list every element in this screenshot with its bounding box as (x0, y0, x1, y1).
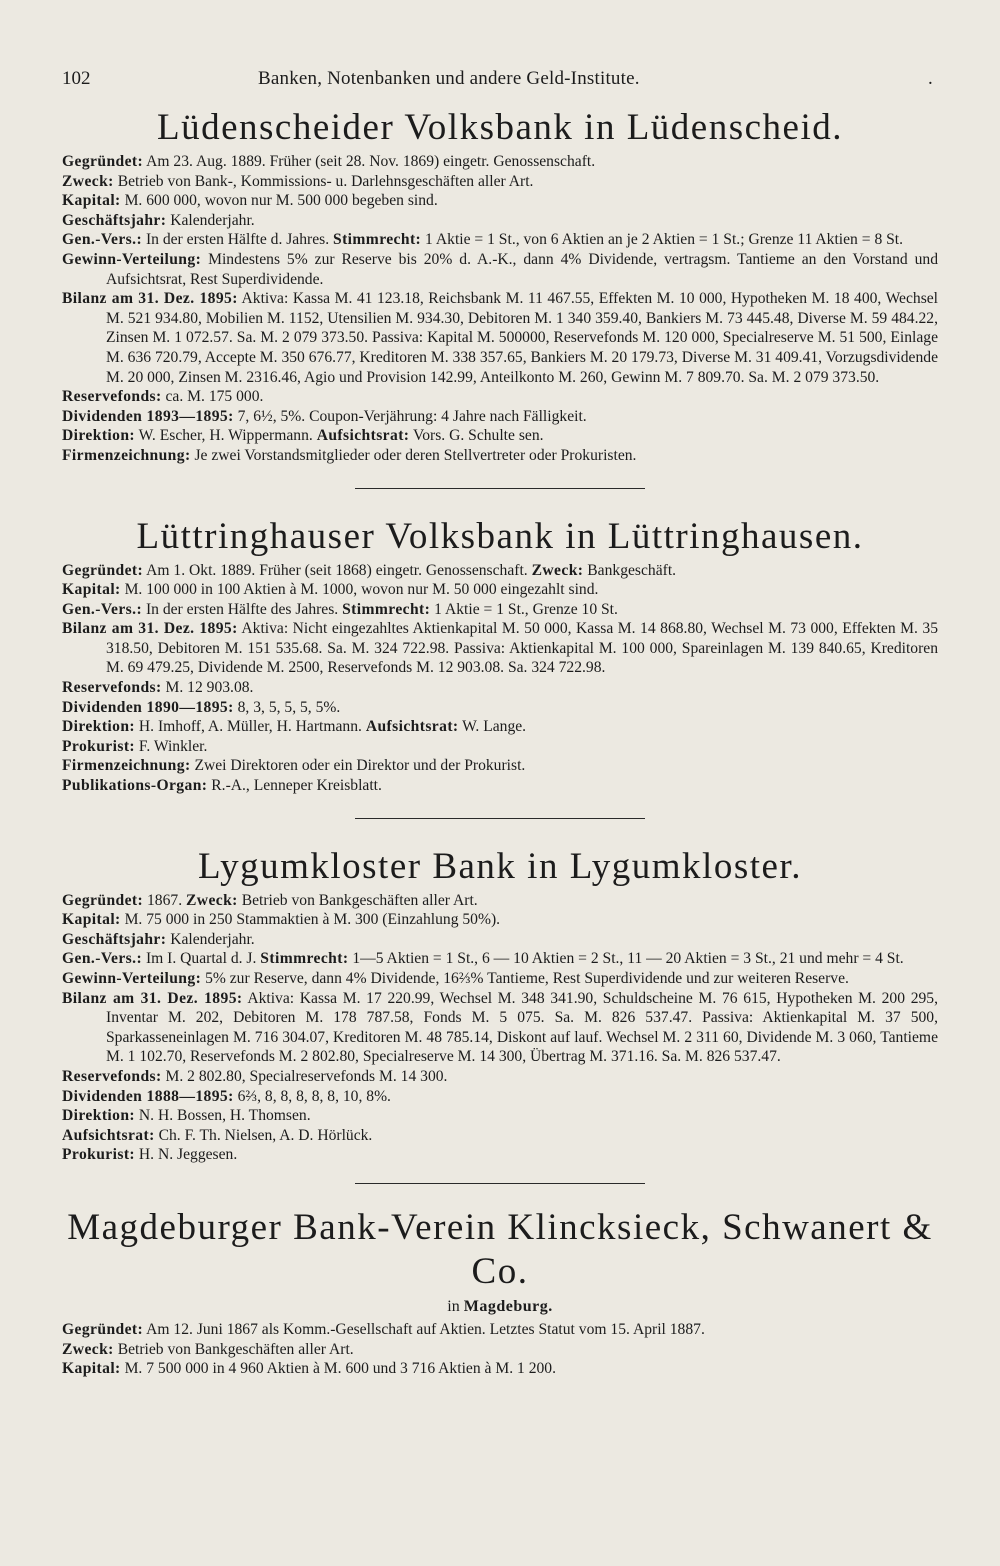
entry-text-2: 1 Aktie = 1 St., von 6 Aktien an je 2 Aktien = 1 St.; Grenze 11 Aktien = 8 St. (425, 231, 904, 249)
entry-label: Bilanz am 31. Dez. 1895: (62, 620, 238, 638)
section-title: Lüttringhauser Volksbank in Lüttringhausen. (136, 515, 864, 557)
section-divider (355, 488, 645, 489)
entry-label-2: Zweck: (186, 891, 238, 909)
entry-text: M. 12 903.08. (165, 679, 254, 697)
entry-text: H. N. Jeggesen. (138, 1146, 238, 1164)
entry-gegruendet (62, 561, 938, 581)
section-luettringhauser-volksbank (62, 515, 938, 796)
entry-label: Direktion: (62, 427, 136, 445)
entry-label: Direktion: (62, 718, 136, 736)
entry-label: Gegründet: (62, 561, 144, 579)
entry-label: Direktion: (62, 1107, 136, 1125)
entry-dividenden (62, 1087, 938, 1107)
entry-label: Geschäftsjahr: (62, 930, 167, 948)
entry-label: Bilanz am 31. Dez. 1895: (62, 989, 243, 1007)
entry-zweck (62, 1340, 938, 1360)
entry-reservefonds (62, 1067, 938, 1087)
entry-label: Reservefonds: (62, 679, 162, 697)
entry-text: Im I. Quartal d. J. (145, 950, 257, 968)
entry-text: 6⅔, 8, 8, 8, 8, 8, 10, 8%. (237, 1087, 391, 1105)
entry-text: M. 100 000 in 100 Aktien à M. 1000, wovon nur M. 50 000 eingezahlt sind. (124, 581, 599, 599)
entry-text: 5% zur Reserve, dann 4% Dividende, 16⅔% Tantieme, Rest Superdividende und zur weiteren Reserve. (205, 970, 849, 987)
entry-label: Prokurist: (62, 1146, 136, 1164)
entry-label: Dividenden 1890—1895: (62, 698, 234, 716)
entry-bilanz (62, 289, 938, 387)
section-lygumkloster-bank (62, 845, 938, 1165)
entry-reservefonds (62, 678, 938, 698)
entry-zweck (62, 172, 938, 192)
entry-text: M. 75 000 in 250 Stammaktien à M. 300 (Einzahlung 50%). (124, 911, 501, 929)
entry-text: Ch. F. Th. Nielsen, A. D. Hörlück. (158, 1126, 373, 1144)
entry-text: 1867. (147, 891, 183, 909)
section-title: Magdeburger Bank-Verein Klincksieck, Schwanert & Co. (67, 1206, 933, 1292)
entry-label: Publikations-Organ: (62, 777, 208, 795)
entry-label: Kapital: (62, 192, 121, 210)
entry-text: Am 23. Aug. 1889. Früher (seit 28. Nov. 1869) eingetr. Genossenschaft. (146, 153, 596, 170)
entry-text: Mindestens 5% zur Reserve bis 20% d. A.-K., dann 4% Dividende, vertragsm. Tantieme an den Vorstand und Aufsichtsrat, Rest Superdividende. (106, 250, 938, 288)
entry-publikations-organ (62, 776, 938, 796)
entry-direktion (62, 717, 938, 737)
entry-text: Aktiva: Nicht eingezahltes Aktienkapital M. 50 000, Kassa M. 14 868.80, Wechsel M. 73 000, Effekten M. 35 318.50, Debitoren M. 151 535.68. Sa. M. 324 722.98. Passiva: Aktienkapital M. 100 000, Spareinlagen M. 139 840.65, Kreditoren M. 69 479.25, Dividende M. 2500, Reservefonds M. 12 903.08. Sa. 324 722.98. (106, 620, 938, 677)
running-title: Banken, Notenbanken und andere Geld-Institute. (258, 68, 640, 89)
entry-text-2: 1—5 Aktien = 1 St., 6 — 10 Aktien = 2 St., 11 — 20 Aktien = 3 St., 21 und mehr = 4 St. (352, 950, 904, 968)
entry-label: Reservefonds: (62, 388, 162, 406)
entry-text-2: 1 Aktie = 1 St., Grenze 10 St. (434, 600, 618, 618)
entry-dividenden (62, 698, 938, 718)
entry-label: Gegründet: (62, 891, 144, 909)
entry-label: Aufsichtsrat: (62, 1126, 155, 1144)
entry-bilanz (62, 989, 938, 1067)
entry-text: 7, 6½, 5%. Coupon-Verjährung: 4 Jahre nach Fälligkeit. (237, 407, 587, 425)
entry-label: Gen.-Vers.: (62, 950, 143, 968)
entry-label: Kapital: (62, 1360, 121, 1378)
section-title: Lüdenscheider Volksbank in Lüdenscheid. (156, 107, 843, 148)
entry-text: M. 600 000, wovon nur M. 500 000 begeben sind. (124, 192, 438, 210)
entry-gen-vers (62, 600, 938, 620)
entry-kapital (62, 1359, 938, 1379)
section-divider (355, 1183, 645, 1184)
section-luedenscheider-volksbank (62, 106, 938, 466)
entry-label: Reservefonds: (62, 1067, 162, 1085)
entry-gewinn-verteilung (62, 250, 938, 289)
entry-label-2: Aufsichtsrat: (316, 427, 410, 445)
entry-label-2: Aufsichtsrat: (365, 718, 459, 736)
entry-label: Zweck: (62, 1340, 114, 1358)
entry-label-2: Zweck: (531, 561, 584, 579)
entry-dividenden (62, 407, 938, 427)
entry-firmenzeichnung (62, 756, 938, 776)
entry-text: Aktiva: Kassa M. 41 123.18, Reichsbank M. 11 467.55, Effekten M. 10 000, Hypotheken M. 18 400, Wechsel M. 521 934.80, Mobilien M. 1152, Utensilien M. 934.30, Debitoren M. 1 340 359.40, Bankiers M. 73 445.48, Diverse M. 59 484.22, Zinsen M. 1 072.57. Sa. M. 2 079 373.50. Passiva: Kapital M. 500000, Reservefonds M. 120 000, Specialreserve M. 51 500, Einlage M. 636 720.79, Accepte M. 350 676.77, Kreditoren M. 338 357.65, Bankiers M. 20 179.73, Diverse M. 31 409.41, Vorzugsdividende M. 20 000, Zinsen M. 2316.46, Agio und Provision 142.99, Anteilkonto M. 260, Gewinn M. 7 809.70. Sa. M. 2 079 373.50. (106, 290, 939, 386)
entry-label: Zweck: (62, 172, 114, 190)
entry-gegruendet (62, 152, 938, 172)
entry-label: Gen.-Vers.: (62, 231, 143, 249)
entry-gegruendet (62, 1320, 938, 1340)
entry-text: Je zwei Vorstandsmitglieder oder deren Stellvertreter oder Prokuristen. (194, 446, 637, 464)
subtitle-place: Magdeburg. (463, 1297, 553, 1315)
entry-kapital (62, 580, 938, 600)
entry-kapital (62, 910, 938, 930)
entry-text: In der ersten Hälfte des Jahres. (145, 600, 339, 618)
entry-gewinn-verteilung (62, 969, 938, 989)
entry-label: Kapital: (62, 911, 121, 929)
entry-bilanz (62, 619, 938, 678)
entry-label: Dividenden 1888—1895: (62, 1087, 234, 1105)
entry-firmenzeichnung (62, 446, 938, 466)
entry-label-2: Stimmrecht: (342, 600, 431, 618)
entry-label: Prokurist: (62, 737, 136, 755)
entry-label: Geschäftsjahr: (62, 211, 167, 229)
entry-text-2: W. Lange. (462, 718, 527, 736)
entry-text: ca. M. 175 000. (165, 388, 264, 406)
entry-text: N. H. Bossen, H. Thomsen. (138, 1107, 311, 1125)
entry-text-2: Betrieb von Bankgeschäften aller Art. (241, 891, 478, 909)
entry-label: Gegründet: (62, 1320, 144, 1338)
entry-text: Am 12. Juni 1867 als Komm.-Gesellschaft auf Aktien. Letztes Statut vom 15. April 1887. (146, 1320, 705, 1338)
entry-text: Betrieb von Bank-, Kommissions- u. Darlehnsgeschäften aller Art. (117, 172, 534, 190)
entry-label: Kapital: (62, 581, 121, 599)
entry-text: In der ersten Hälfte d. Jahres. (145, 231, 330, 249)
entry-gen-vers (62, 949, 938, 969)
entry-aufsichtsrat (62, 1126, 938, 1146)
entry-text-2: Bankgeschäft. (587, 561, 677, 579)
section-magdeburger-bank-verein (62, 1206, 938, 1379)
entry-text: Kalenderjahr. (170, 211, 255, 229)
entry-label-2: Stimmrecht: (333, 231, 422, 249)
entry-label: Firmenzeichnung: (62, 446, 191, 464)
page-number: 102 (62, 68, 91, 89)
entry-label: Gen.-Vers.: (62, 600, 143, 618)
entry-geschaeftsjahr (62, 211, 938, 231)
entry-kapital (62, 191, 938, 211)
entry-text: M. 7 500 000 in 4 960 Aktien à M. 600 und 3 716 Aktien à M. 1 200. (124, 1360, 556, 1378)
entry-label-2: Stimmrecht: (260, 950, 349, 968)
header-dot: . (928, 68, 933, 89)
entry-text-2: Vors. G. Schulte sen. (413, 427, 544, 445)
entry-label: Firmenzeichnung: (62, 757, 191, 775)
entry-label: Dividenden 1893—1895: (62, 407, 234, 425)
entry-text: M. 2 802.80, Specialreservefonds M. 14 300. (165, 1067, 448, 1085)
section-title: Lygumkloster Bank in Lygumkloster. (198, 845, 802, 887)
section-subtitle (62, 1296, 938, 1318)
entry-geschaeftsjahr (62, 930, 938, 950)
page-header (62, 68, 938, 98)
entry-reservefonds (62, 387, 938, 407)
entry-text: Betrieb von Bankgeschäften aller Art. (117, 1340, 354, 1358)
entry-gegruendet (62, 891, 938, 911)
section-divider (355, 818, 645, 819)
entry-text: W. Escher, H. Wippermann. (138, 427, 313, 445)
entry-text: Kalenderjahr. (170, 930, 255, 948)
entry-text: F. Winkler. (138, 737, 208, 755)
entry-direktion (62, 1106, 938, 1126)
entry-text: Aktiva: Kassa M. 17 220.99, Wechsel M. 348 341.90, Schuldscheine M. 76 615, Hypotheken M. 200 295, Inventar M. 202, Debitoren M. 178 787.58, Fonds M. 5 075. Sa. M. 826 537.47. Passiva: Aktienkapital M. 37 500, Sparkasseneinlagen M. 716 304.07, Kreditoren M. 48 785.14, Diskont auf lauf. Wechsel M. 2 311 60, Dividende M. 3 060, Tantieme M. 1 102.70, Reservefonds M. 2 802.80, Specialreserve M. 14 300, Übertrag M. 371.16. Sa. M. 826 537.47. (106, 989, 939, 1066)
entry-label: Bilanz am 31. Dez. 1895: (62, 290, 238, 308)
entry-text: 8, 3, 5, 5, 5, 5%. (237, 698, 341, 716)
entry-label: Gewinn-Verteilung: (62, 250, 202, 268)
entry-text: Zwei Direktoren oder ein Direktor und der Prokurist. (194, 757, 526, 775)
entry-prokurist (62, 737, 938, 757)
entry-direktion (62, 426, 938, 446)
entry-prokurist (62, 1145, 938, 1165)
subtitle-prefix: in (447, 1297, 460, 1315)
entry-label: Gegründet: (62, 153, 144, 170)
entry-text: R.-A., Lenneper Kreisblatt. (211, 777, 382, 795)
entry-gen-vers (62, 230, 938, 250)
entry-text: Am 1. Okt. 1889. Früher (seit 1868) eingetr. Genossenschaft. (146, 561, 528, 579)
entry-label: Gewinn-Verteilung: (62, 970, 202, 987)
entry-text: H. Imhoff, A. Müller, H. Hartmann. (138, 718, 362, 736)
